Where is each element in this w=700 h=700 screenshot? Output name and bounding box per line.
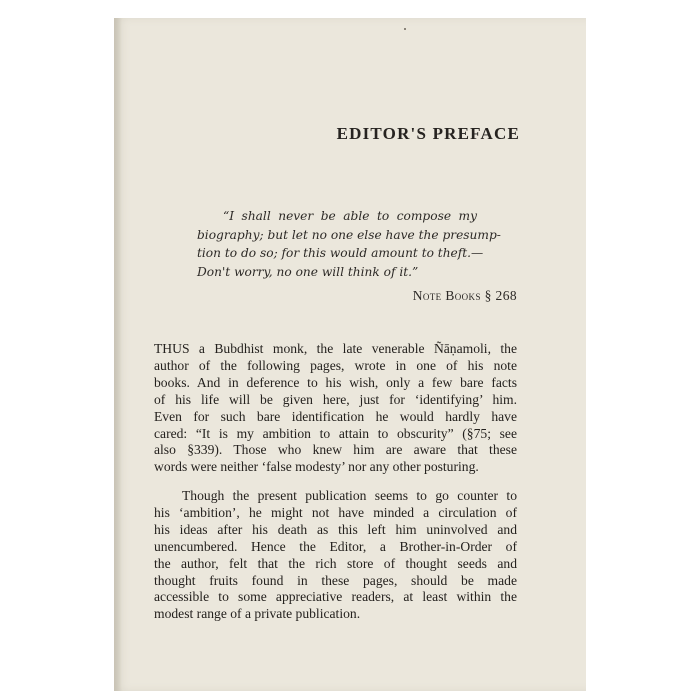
- epigraph-line: “I shall never be able to compose my: [223, 209, 477, 223]
- paragraph-line: Even for such bare identification he would hardly have: [154, 408, 517, 424]
- paragraph-line: thought fruits found in these pages, should be made: [154, 572, 517, 588]
- paragraph-line: also §339). Those who knew him are aware that these: [154, 442, 517, 458]
- paragraph-line: his ideas after his death as this left him uninvolved and: [154, 521, 517, 537]
- epigraph-line: Don't worry, no one will think of it.”: [197, 264, 419, 279]
- paper-speck: [404, 28, 406, 30]
- epigraph-source: Note Books § 268: [412, 288, 517, 303]
- paragraph-1: [154, 341, 517, 476]
- epigraph-line: tion to do so; for this would amount to theft.—: [197, 246, 484, 261]
- paragraph-line: of his life will be given here, just for ‘identifying’ him.: [154, 391, 517, 407]
- paragraph-line: Though the present publication seems to go counter to: [182, 488, 517, 503]
- paragraph-line: his ‘ambition’, he might not have minded a circulation of: [154, 504, 517, 520]
- page-spine-shadow: [114, 18, 122, 691]
- paragraph-line: accessible to some appreciative readers, at least within the: [154, 589, 517, 605]
- paragraph-2: [154, 488, 517, 623]
- paragraph-line: THUS a Bubdhist monk, the late venerable Ñāṇamoli, the: [154, 341, 517, 356]
- paragraph-line: unencumbered. Hence the Editor, a Brother-in-Order of: [154, 538, 517, 554]
- paragraph-line: books. And in deference to his wish, only a few bare facts: [154, 374, 517, 390]
- book-page: [114, 18, 586, 691]
- epigraph-quote: [197, 207, 501, 281]
- paragraph-line: words were neither ‘false modesty’ nor any other posturing.: [154, 459, 479, 475]
- paragraph-line: author of the following pages, wrote in one of his note: [154, 357, 517, 373]
- paragraph-line: cared: “It is my ambition to attain to obscurity” (§75; see: [154, 425, 517, 441]
- paragraph-line: the author, felt that the rich store of thought seeds and: [154, 555, 517, 571]
- epigraph-line: biography; but let no one else have the presump-: [197, 227, 501, 242]
- page-title: EDITOR'S PREFACE: [336, 124, 520, 143]
- paragraph-line: modest range of a private publication.: [154, 606, 361, 622]
